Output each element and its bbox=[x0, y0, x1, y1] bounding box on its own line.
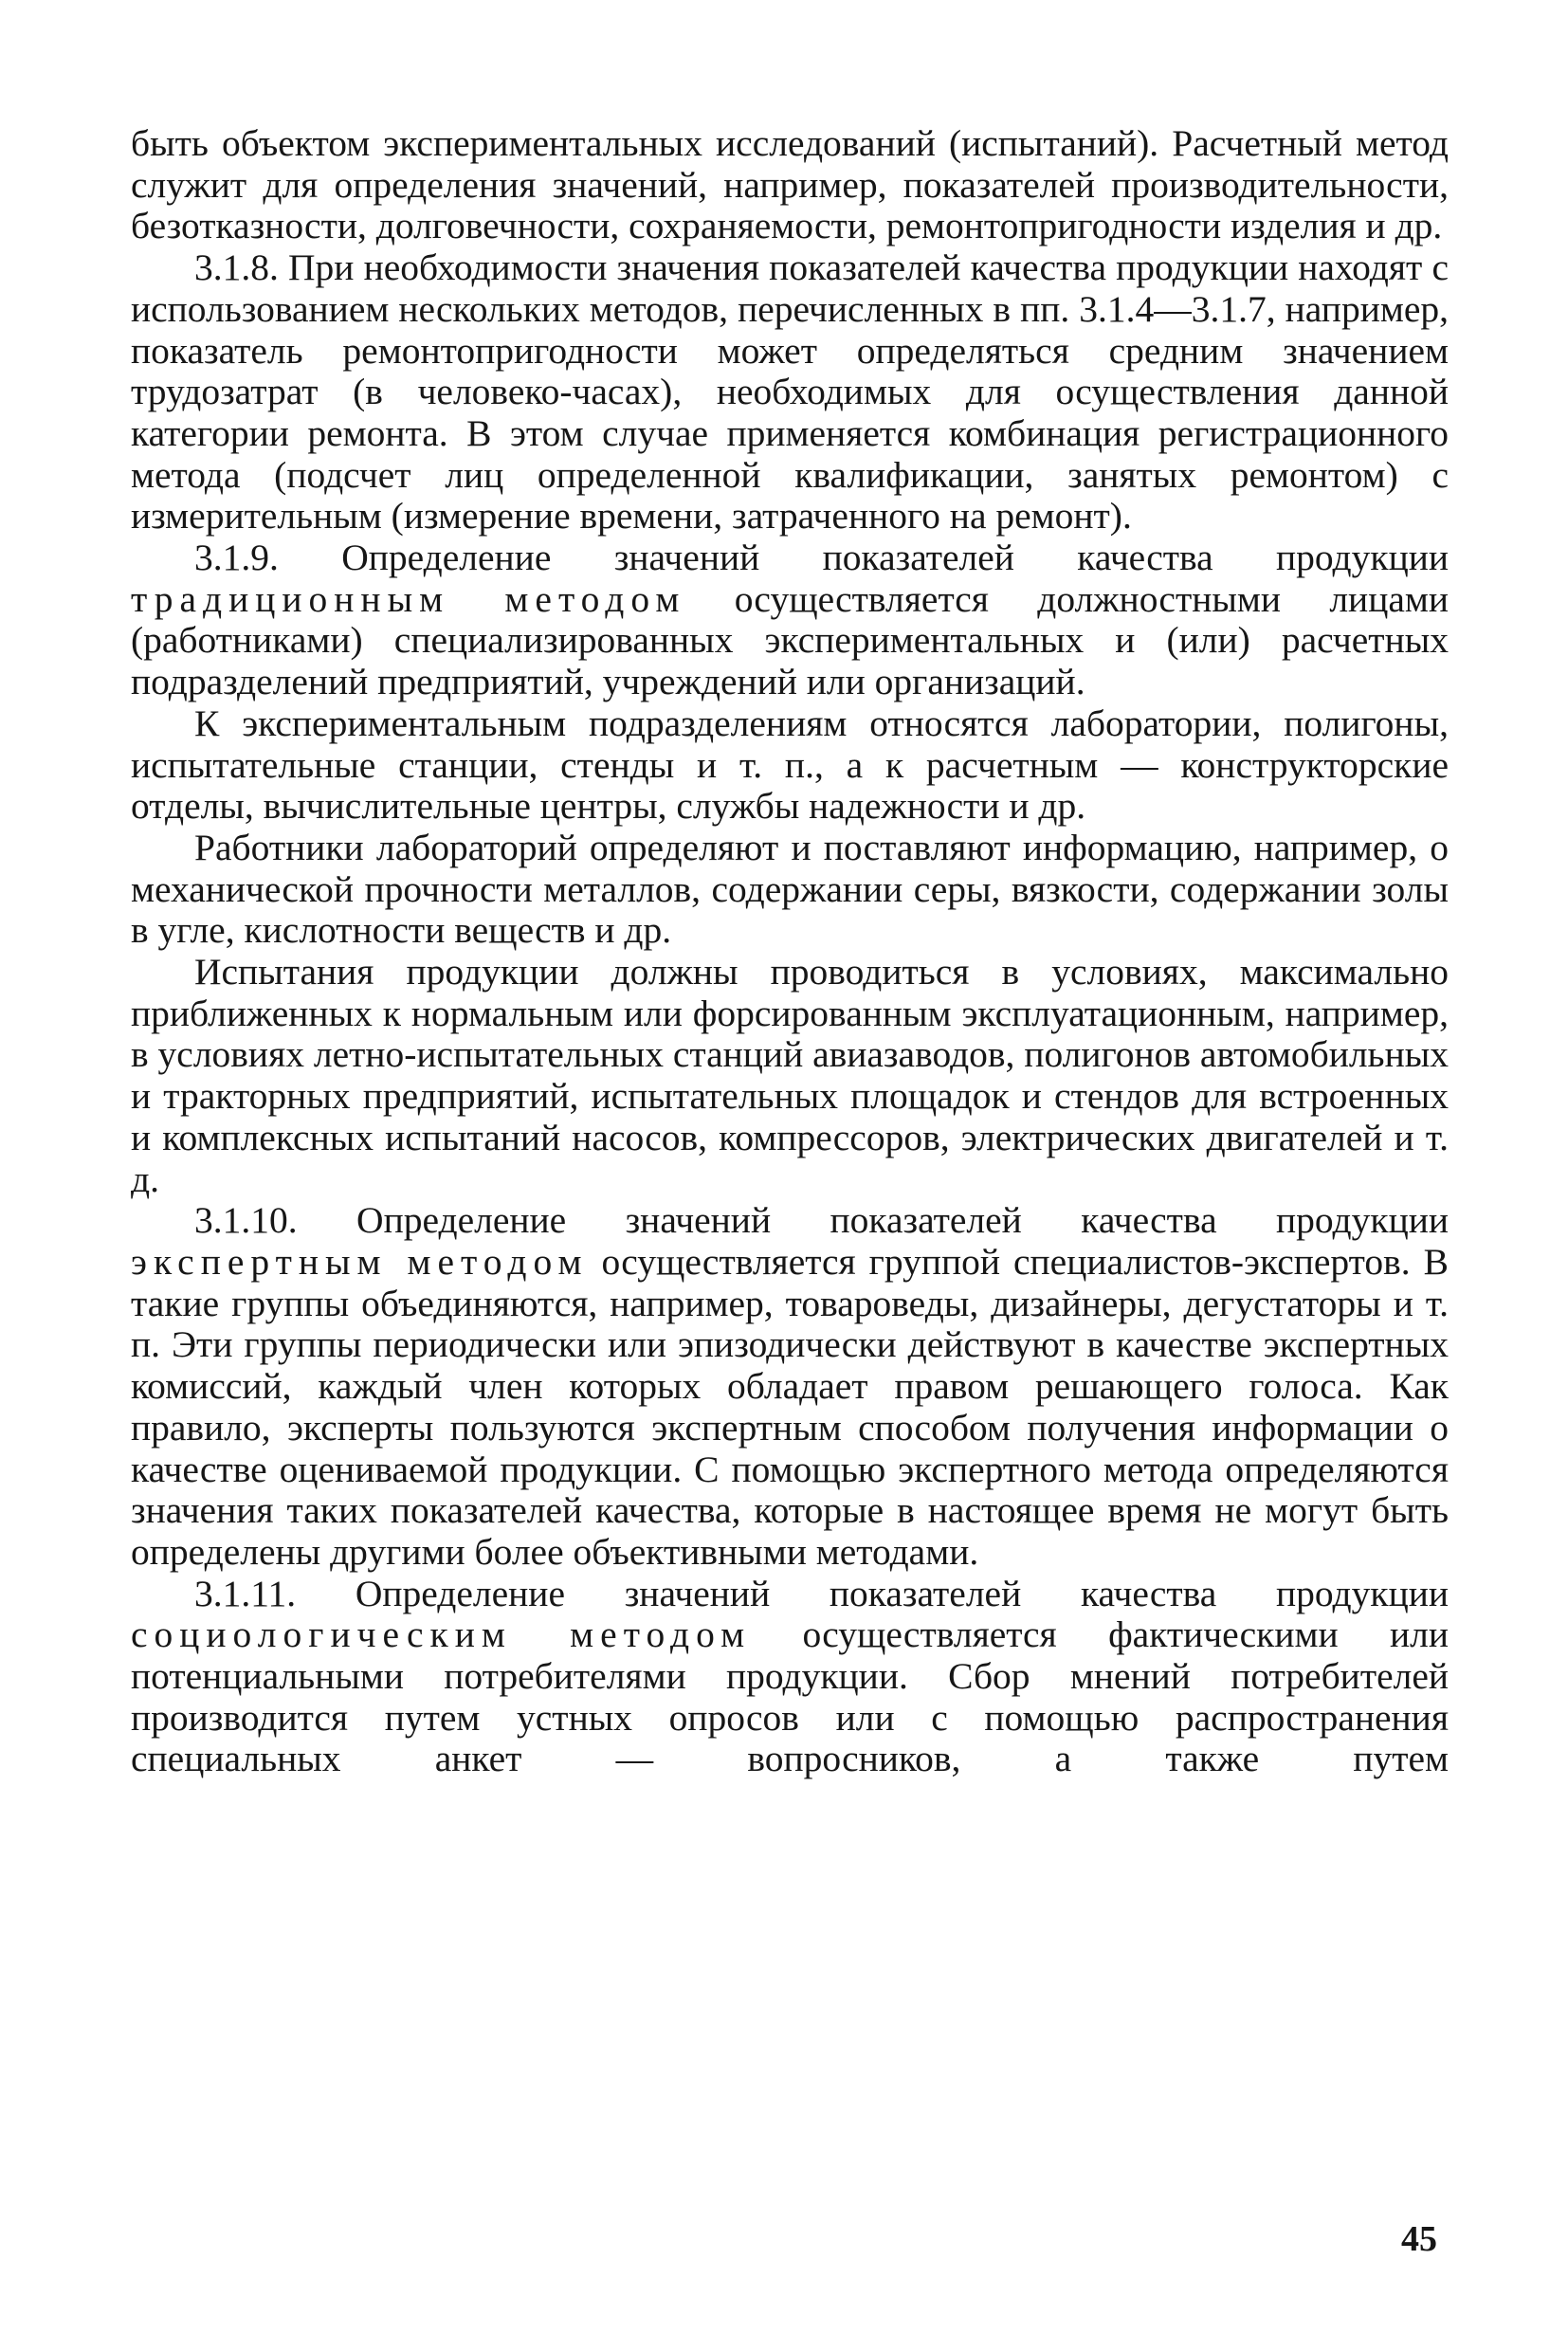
paragraph-text: 3.1.8. При необходимости значения показателей качества продукции находят с использованием нескольких методов, перечисленных в пп. 3.1.4—3.1.7, например, показатель ремонтопригодности может определяться средним значением трудозатрат (в человеко-часах), необходимых для осуществления данной категории ремонта. В этом случае применяется комбинация регистрационного метода (подсчет лиц определенной квалификации, занятых ремонтом) с измерительным (измерение времени, затраченного на ремонт). bbox=[131, 246, 1449, 538]
spaced-term-sociological-method: социологическим методом bbox=[131, 1613, 752, 1656]
paragraph-lab-workers bbox=[131, 828, 1449, 952]
paragraph-text: быть объектом экспериментальных исследований (испытаний). Расчетный метод служит для определения значений, например, показателей производительности, безотказности, долговечности, сохраняемости, ремонтопригодности изделия и др. bbox=[131, 122, 1449, 247]
paragraph-3-1-8 bbox=[131, 247, 1449, 538]
paragraph-text: осуществляется фактическими или потенциальными потребителями продукции. Сбор мнений потребителей производится путем устных опросов или с помощью распространения специальных анкет — вопросников, а также путем bbox=[131, 1613, 1449, 1780]
paragraph-experimental-divisions bbox=[131, 703, 1449, 828]
page-number: 45 bbox=[1401, 2219, 1437, 2259]
paragraph-3-1-11 bbox=[131, 1574, 1449, 1781]
paragraph-text: осуществляется группой специалистов-экспертов. В такие группы объединяются, например, товароведы, дизайнеры, дегустаторы и т. п. Эти группы периодически или эпизодически действуют в качестве экспертных комиссий, каждый член которых обладает правом решающего голоса. Как правило, эксперты пользуются экспертным способом получения информации о качестве оцениваемой продукции. С помощью экспертного метода определяются значения таких показателей качества, которые в настоящее время не могут быть определены другими более объективными методами. bbox=[131, 1240, 1449, 1573]
paragraph-text: 3.1.11. Определение значений показателей качества продукции bbox=[194, 1572, 1449, 1614]
spaced-term-expert-method: экспертным методом bbox=[131, 1240, 589, 1283]
paragraph-text: К экспериментальным подразделениям относятся лаборатории, полигоны, испытательные станции, стенды и т. п., а к расчетным — конструкторские отделы, вычислительные центры, службы надежности и др. bbox=[131, 702, 1449, 828]
paragraph-method-objects bbox=[131, 123, 1449, 247]
paragraph-text: Испытания продукции должны проводиться в условиях, максимально приближенных к нормальным или форсированным эксплуатационным, например, в условиях летно-испытательных станций авиазаводов, полигонов автомобильных и тракторных предприятий, испытательных площадок и стендов для встроенных и комплексных испытаний насосов, компрессоров, электрических двигателей и т. д. bbox=[131, 951, 1449, 1200]
paragraph-3-1-9 bbox=[131, 538, 1449, 703]
page-body bbox=[131, 123, 1449, 1780]
spaced-term-traditional-method: традиционным методом bbox=[131, 577, 686, 620]
paragraph-text: 3.1.9. Определение значений показателей качества продукции bbox=[194, 537, 1449, 579]
paragraph-product-tests bbox=[131, 952, 1449, 1200]
paragraph-text: 3.1.10. Определение значений показателей качества продукции bbox=[194, 1199, 1449, 1242]
paragraph-text: Работники лабораторий определяют и поставляют информацию, например, о механической прочности металлов, содержании серы, вязкости, содержании золы в угле, кислотности веществ и др. bbox=[131, 826, 1449, 952]
paragraph-3-1-10 bbox=[131, 1200, 1449, 1573]
paragraph-text: осуществляется должностными лицами (работниками) специализированных экспериментальных и (или) расчетных подразделений предприятий, учреждений или организаций. bbox=[131, 577, 1449, 703]
